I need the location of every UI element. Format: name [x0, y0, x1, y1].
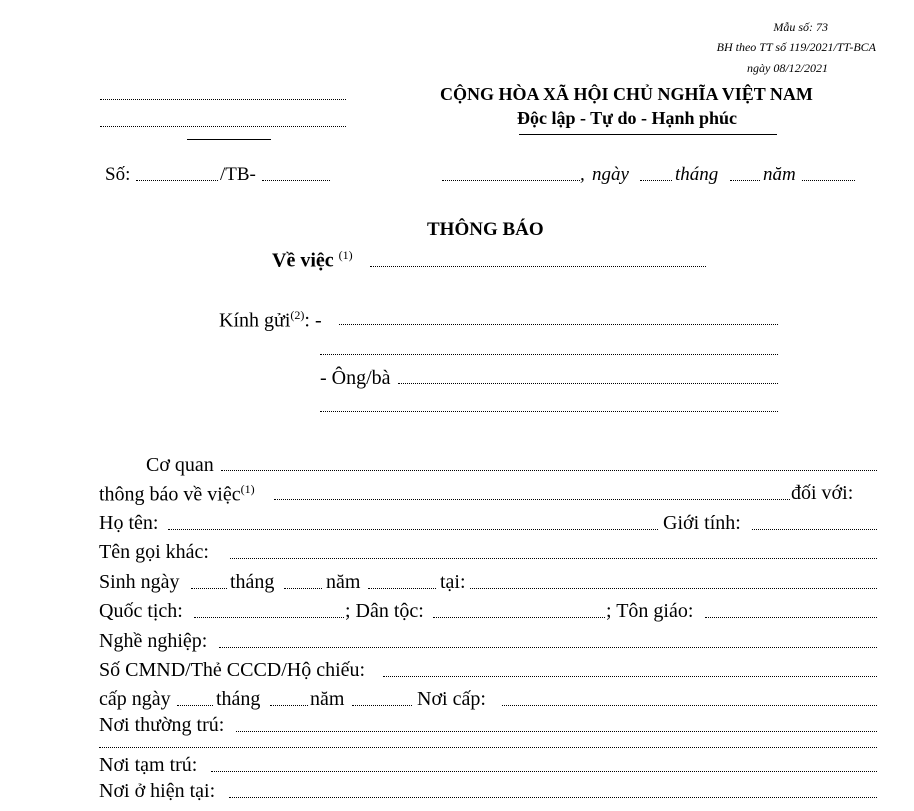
issue-year-field[interactable]: [352, 705, 412, 706]
sinh-ngay-label: Sinh ngày: [99, 571, 180, 593]
ton-giao-label: ; Tôn giáo:: [606, 600, 694, 622]
issue-month-field[interactable]: [270, 705, 308, 706]
subject-field[interactable]: [370, 266, 706, 267]
subject-note: (1): [338, 248, 353, 262]
date-nam-label: năm: [763, 164, 796, 185]
tb-suffix-field[interactable]: [262, 180, 330, 181]
so-label: Số:: [105, 164, 131, 185]
noi-cap-field[interactable]: [502, 705, 877, 706]
co-quan-field[interactable]: [221, 470, 877, 471]
ho-ten-field[interactable]: [168, 529, 658, 530]
noi-tam-tru-field[interactable]: [211, 771, 877, 772]
issue-day-field[interactable]: [177, 705, 213, 706]
co-quan-label: Cơ quan: [146, 454, 214, 476]
agency-name-field[interactable]: [100, 126, 346, 127]
ton-giao-field[interactable]: [705, 617, 877, 618]
form-code-line3: ngày 08/12/2021: [747, 61, 828, 75]
gioi-tinh-field[interactable]: [752, 529, 877, 530]
motto-underline: [519, 134, 777, 135]
issue-nam-label: năm: [310, 688, 345, 710]
ho-ten-label: Họ tên:: [99, 512, 159, 534]
nghe-nghiep-field[interactable]: [219, 647, 877, 648]
kinh-gui-label: Kính gửi: [219, 309, 291, 332]
thong-bao-line: [99, 482, 255, 507]
doi-voi-label: đối với:: [791, 482, 854, 504]
recipient-2-field[interactable]: [398, 383, 778, 384]
dan-toc-label: ; Dân tộc:: [345, 600, 424, 622]
date-year-field[interactable]: [802, 180, 855, 181]
so-cmnd-label: Số CMND/Thẻ CCCD/Hộ chiếu:: [99, 659, 366, 681]
nghe-nghiep-label: Nghề nghiệp:: [99, 630, 208, 652]
date-thang-label: tháng: [675, 164, 719, 185]
birth-place-field[interactable]: [470, 588, 877, 589]
quoc-tich-field[interactable]: [194, 617, 344, 618]
quoc-tich-label: Quốc tịch:: [99, 600, 183, 622]
ten-goi-khac-label: Tên gọi khác:: [99, 541, 209, 563]
date-day-field[interactable]: [640, 180, 672, 181]
so-field[interactable]: [136, 180, 218, 181]
thong-bao-label: thông báo về việc: [99, 483, 241, 506]
nation-title: CỘNG HÒA XÃ HỘI CHỦ NGHĨA VIỆT NAM: [440, 84, 813, 104]
noi-cap-label: Nơi cấp:: [417, 688, 486, 710]
document-title: THÔNG BÁO: [427, 219, 544, 240]
so-cmnd-field[interactable]: [383, 676, 877, 677]
birth-tai-label: tại:: [440, 571, 466, 593]
form-code-line1: Mẫu số: 73: [773, 20, 828, 34]
birth-year-field[interactable]: [368, 588, 436, 589]
kinh-gui-note: (2): [290, 308, 305, 322]
recipient-2-field-cont[interactable]: [320, 411, 778, 412]
dan-toc-field[interactable]: [433, 617, 605, 618]
date-comma: ,: [580, 164, 585, 185]
thong-bao-field[interactable]: [274, 499, 790, 500]
subject-line: [272, 248, 353, 273]
recipient-1-field[interactable]: [339, 324, 778, 325]
date-month-field[interactable]: [730, 180, 760, 181]
agency-parent-field[interactable]: [100, 99, 346, 100]
noi-thuong-tru-field-cont[interactable]: [99, 747, 877, 748]
birth-month-field[interactable]: [284, 588, 322, 589]
kinh-gui-line: [219, 308, 322, 333]
thong-bao-note: (1): [240, 482, 255, 496]
cap-ngay-label: cấp ngày: [99, 688, 171, 710]
gioi-tinh-label: Giới tính:: [663, 512, 741, 534]
date-ngay-label: ngày: [592, 164, 629, 185]
noi-thuong-tru-label: Nơi thường trú:: [99, 714, 225, 736]
issue-thang-label: tháng: [216, 688, 261, 710]
place-field[interactable]: [442, 180, 580, 181]
noi-tam-tru-label: Nơi tạm trú:: [99, 754, 198, 776]
kinh-gui-colon: : -: [304, 309, 322, 332]
noi-thuong-tru-field[interactable]: [236, 731, 877, 732]
recipient-1-field-cont[interactable]: [320, 354, 778, 355]
noi-o-hien-tai-label: Nơi ở hiện tại:: [99, 780, 216, 802]
ong-ba-label: - Ông/bà: [320, 367, 391, 389]
form-code-line2: BH theo TT số 119/2021/TT-BCA: [716, 40, 876, 54]
tb-label: /TB-: [220, 164, 256, 185]
birth-day-field[interactable]: [191, 588, 227, 589]
agency-underline: [187, 139, 271, 140]
noi-o-hien-tai-field[interactable]: [229, 797, 877, 798]
subject-label: Về việc: [272, 249, 334, 272]
ten-goi-khac-field[interactable]: [230, 558, 877, 559]
motto: Độc lập - Tự do - Hạnh phúc: [517, 108, 738, 128]
birth-nam-label: năm: [326, 571, 361, 593]
birth-thang-label: tháng: [230, 571, 275, 593]
